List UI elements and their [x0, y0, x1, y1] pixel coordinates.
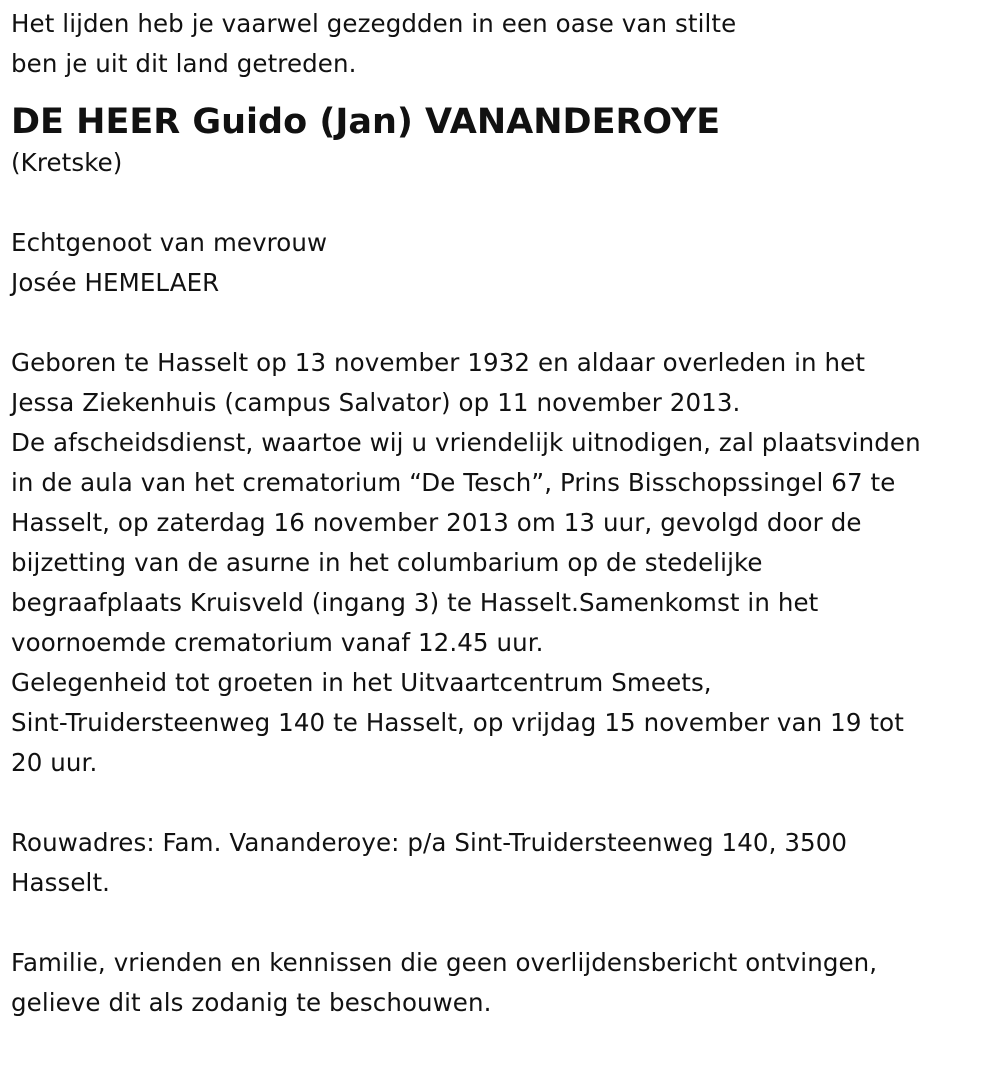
details-line: Geboren te Hasselt op 13 november 1932 en aldaar overleden in het — [11, 348, 866, 377]
spouse-line: Josée HEMELAER — [11, 268, 220, 297]
poem — [11, 4, 996, 84]
mourning-address — [11, 823, 996, 903]
closing-note — [11, 943, 996, 1023]
address-line: Hasselt. — [11, 868, 111, 897]
spacer — [11, 783, 996, 823]
details-line: 20 uur. — [11, 748, 98, 777]
closing-line: Familie, vrienden en kennissen die geen overlijdensbericht ontvingen, — [11, 948, 878, 977]
deceased-nickname: (Kretske) — [11, 148, 123, 177]
details-line: voornoemde crematorium vanaf 12.45 uur. — [11, 628, 544, 657]
poem-line: ben je uit dit land getreden. — [11, 49, 357, 78]
details-line: bijzetting van de asurne in het columbarium op de stedelijke — [11, 548, 763, 577]
closing-line: gelieve dit als zodanig te beschouwen. — [11, 988, 492, 1017]
details-line: Gelegenheid tot groeten in het Uitvaartcentrum Smeets, — [11, 668, 712, 697]
spouse-line: Echtgenoot van mevrouw — [11, 228, 328, 257]
details-line: Jessa Ziekenhuis (campus Salvator) op 11 november 2013. — [11, 388, 741, 417]
spacer — [11, 183, 996, 223]
poem-line: Het lijden heb je vaarwel gezegdden in een oase van stilte — [11, 9, 737, 38]
spacer — [11, 903, 996, 943]
details-line: begraafplaats Kruisveld (ingang 3) te Hasselt.Samenkomst in het — [11, 588, 819, 617]
details-line: De afscheidsdienst, waartoe wij u vriendelijk uitnodigen, zal plaatsvinden — [11, 428, 921, 457]
details-paragraph — [11, 343, 996, 783]
deceased-name: DE HEER Guido (Jan) VANANDEROYE — [11, 102, 721, 142]
spacer — [11, 303, 996, 343]
details-line: in de aula van het crematorium “De Tesch”, Prins Bisschopssingel 67 te — [11, 468, 896, 497]
details-line: Sint-Truidersteenweg 140 te Hasselt, op vrijdag 15 november van 19 tot — [11, 708, 904, 737]
spouse-block — [11, 223, 996, 303]
details-line: Hasselt, op zaterdag 16 november 2013 om 13 uur, gevolgd door de — [11, 508, 862, 537]
address-line: Rouwadres: Fam. Vananderoye: p/a Sint-Truidersteenweg 140, 3500 — [11, 828, 848, 857]
obituary-document — [11, 4, 996, 1023]
